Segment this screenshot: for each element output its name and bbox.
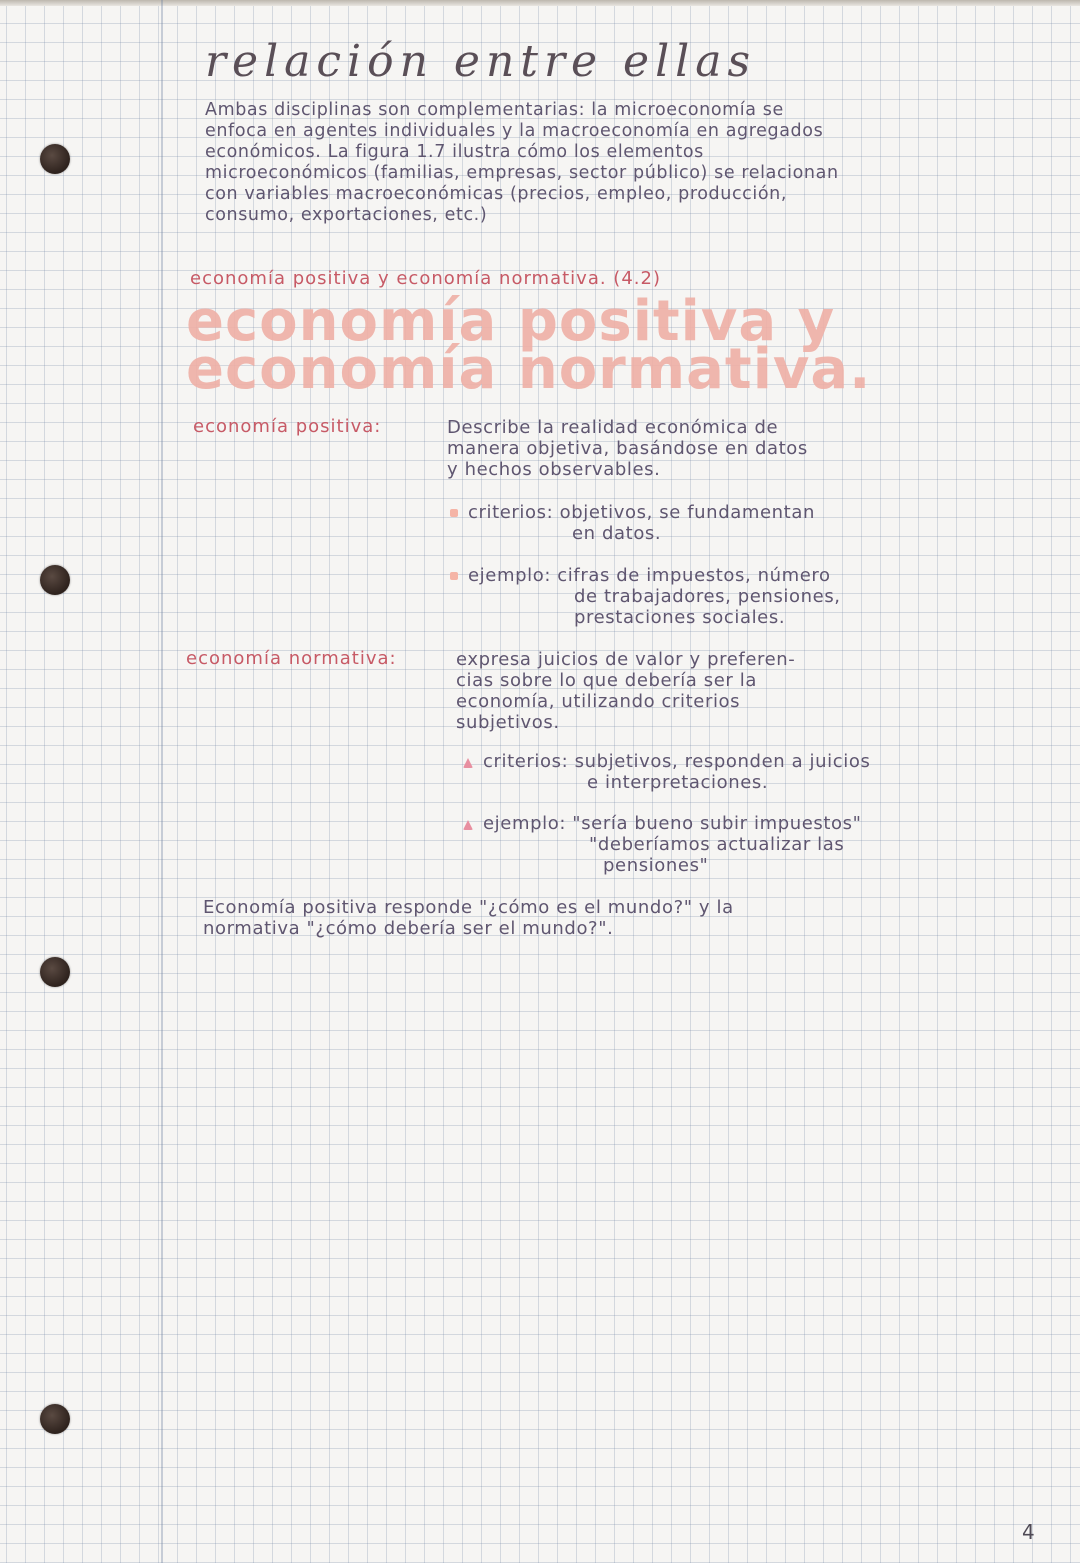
decorative-title [186, 289, 946, 402]
binder-hole [40, 144, 70, 174]
intro-line: consumo, exportaciones, etc.) [205, 205, 488, 225]
ejemplo-line: ejemplo: "sería bueno subir impuestos" [483, 813, 862, 834]
criterios-line: criterios: objetivos, se fundamentan [468, 502, 815, 523]
intro-line: con variables macroeconómicas (precios, empleo, producción, [205, 184, 788, 204]
bullet-icon [463, 758, 473, 768]
binder-hole [40, 565, 70, 595]
ejemplo-line: prestaciones sociales. [574, 607, 786, 628]
section-heading: economía positiva y economía normativa. (4.2) [190, 268, 661, 289]
bullet-icon [450, 509, 458, 517]
decorative-title-line: economía normativa. [186, 337, 872, 402]
bullet-icon [463, 820, 473, 830]
page-title: relación entre ellas [205, 36, 757, 87]
definition-line: manera objetiva, basándose en datos [447, 438, 808, 459]
definition-line: Describe la realidad económica de [447, 417, 779, 438]
positiva-term: economía positiva: [193, 416, 382, 437]
intro-paragraph [205, 100, 1005, 226]
definition-line: cias sobre lo que debería ser la [456, 670, 757, 691]
ejemplo-line: pensiones" [603, 855, 709, 876]
criterios-line: criterios: subjetivos, responden a juicios [483, 751, 871, 772]
normativa-term: economía normativa: [186, 648, 397, 669]
conclusion-line: Economía positiva responde "¿cómo es el mundo?" y la [203, 897, 734, 918]
binder-hole [40, 957, 70, 987]
ejemplo-line: "deberíamos actualizar las [589, 834, 845, 855]
definition-line: y hechos observables. [447, 459, 661, 480]
definition-line: economía, utilizando criterios [456, 691, 741, 712]
positiva-definition [447, 417, 967, 480]
margin-line [161, 0, 163, 1563]
conclusion-line: normativa "¿cómo debería ser el mundo?". [203, 918, 614, 939]
page-number: 4 [1022, 1520, 1035, 1544]
positiva-criterios [450, 502, 950, 544]
intro-line: microeconómicos (familias, empresas, sector público) se relacionan [205, 163, 839, 183]
ejemplo-line: de trabajadores, pensiones, [574, 586, 841, 607]
definition-line: subjetivos. [456, 712, 560, 733]
criterios-line: e interpretaciones. [587, 772, 769, 793]
normativa-criterios [463, 751, 943, 793]
criterios-line: en datos. [572, 523, 662, 544]
intro-line: Ambas disciplinas son complementarias: la microeconomía se [205, 100, 784, 120]
intro-line: enfoca en agentes individuales y la macroeconomía en agregados [205, 121, 824, 141]
conclusion [203, 897, 963, 939]
normativa-definition [456, 649, 956, 733]
bullet-icon [450, 572, 458, 580]
decorative-title-line: economía positiva y [186, 289, 836, 354]
ejemplo-line: ejemplo: cifras de impuestos, número [468, 565, 831, 586]
definition-line: expresa juicios de valor y preferen- [456, 649, 796, 670]
binder-hole [40, 1404, 70, 1434]
intro-line: económicos. La figura 1.7 ilustra cómo los elementos [205, 142, 704, 162]
normativa-ejemplo [463, 813, 943, 876]
positiva-ejemplo [450, 565, 970, 628]
